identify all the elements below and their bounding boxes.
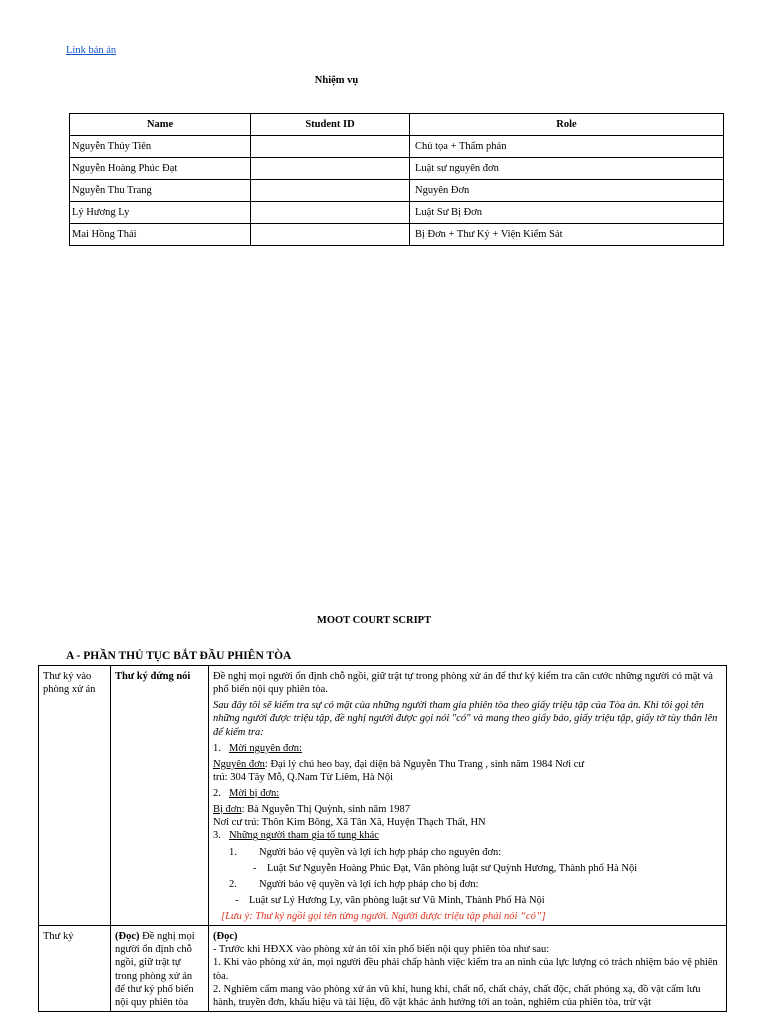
plaintiff-text: : Đại lý chú heo bay, đại diện bà Nguyễn Thu Trang , sinh năm 1984 Nơi cư <box>264 758 585 770</box>
plaintiff-counsel-detail <box>213 862 722 875</box>
cell-name: Nguyễn Thủy Tiên <box>70 136 251 158</box>
item-plaintiff-call <box>213 742 722 755</box>
cell-student-id <box>251 136 410 158</box>
speaker-label: Thư ký vào phòng xử án <box>43 671 96 696</box>
sub-item-defendant-counsel <box>213 878 722 891</box>
item-defendant-call <box>213 787 722 800</box>
script-row-clerk-rules <box>39 926 727 1012</box>
sub-item-text: Người bảo vệ quyền và lợi ích hợp pháp cho bị đơn: <box>259 878 479 890</box>
action-label: Thư ký đứng nói <box>115 671 191 682</box>
item-number: 2. <box>213 788 221 799</box>
dialogue-cell <box>209 666 727 926</box>
sub-item-number: 2. <box>229 878 237 890</box>
header-role: Role <box>410 114 724 136</box>
cell-name: Nguyễn Hoàng Phúc Đạt <box>70 158 251 180</box>
section-a-heading: A - PHẦN THỦ TỤC BẮT ĐẦU PHIÊN TÒA <box>66 650 292 662</box>
defendant-info <box>213 803 722 816</box>
counsel-text: Luật sư Lý Hương Ly, văn phòng luật sư Vũ Minh, Thành Phố Hà Nội <box>249 894 545 906</box>
item-number: 3. <box>213 830 221 842</box>
cell-role: Luật Sư Bị Đơn <box>410 202 724 224</box>
intro-text: Đề nghị mọi người ổn định chỗ ngồi, giữ trật tự trong phòng xử án để thư ký kiểm tra căn cước những người có mặt và phổ biến nội quy phiên tòa. <box>213 671 713 696</box>
script-table <box>38 665 727 1012</box>
defendant-text: : Bà Nguyễn Thị Quỳnh, sinh năm 1987 <box>241 804 410 816</box>
action-cell <box>111 926 209 1012</box>
action-cell <box>111 666 209 926</box>
rule-1: 1. Khi vào phòng xử án, mọi người đều phải chấp hành việc kiểm tra an ninh của lực lượng có trách nhiệm bảo vệ phiên tòa. <box>213 957 718 982</box>
plaintiff-label: Nguyên đơn <box>213 758 265 770</box>
read-heading: (Đọc) <box>213 931 238 943</box>
cell-role: Luật sư nguyên đơn <box>410 158 724 180</box>
plaintiff-address: trú: 304 Tây Mỗ, Q.Nam Từ Liêm, Hà Nội <box>213 771 393 783</box>
cell-student-id <box>251 158 410 180</box>
item-label: Mời bị đơn: <box>229 788 280 799</box>
table-row <box>70 158 724 180</box>
italic-note: Sau đây tôi sẽ kiểm tra sự có mặt của những người tham gia phiên tòa theo giấy triệu tập của Tòa án. Khi tôi gọi tên những người được triệu tập, đề nghị người được gọi nói "có" và mang theo giấy báo, giấy triệu tập, giấy tờ tùy thân lên để kiểm tra: <box>213 700 718 738</box>
speaker-cell <box>39 926 111 1012</box>
item-number: 1. <box>213 742 221 754</box>
tasks-header-row <box>70 114 724 136</box>
header-name: Name <box>70 114 251 136</box>
header-student-id: Student ID <box>251 114 410 136</box>
table-row <box>70 224 724 246</box>
judgment-link[interactable]: Link bản án <box>66 45 117 56</box>
defendant-counsel-detail <box>213 894 722 907</box>
defendant-address: Nơi cư trú: Thôn Kim Bông, Xã Tân Xã, Huyện Thạch Thất, HN <box>213 817 486 829</box>
cell-role: Chủ tọa + Thẩm phán <box>410 136 724 158</box>
item-label: Những người tham gia tố tụng khác <box>229 830 379 842</box>
cell-name: Mai Hồng Thái <box>70 224 251 246</box>
cell-student-id <box>251 224 410 246</box>
plaintiff-info <box>213 758 722 771</box>
cell-student-id <box>251 180 410 202</box>
cell-name: Nguyễn Thu Trang <box>70 180 251 202</box>
counsel-text: Luật Sư Nguyễn Hoàng Phúc Đạt, Văn phòng luật sư Quỳnh Hương, Thành phố Hà Nội <box>267 862 638 874</box>
dash-marker: - <box>253 862 257 874</box>
defendant-label: Bị đơn <box>213 804 242 816</box>
table-row <box>70 136 724 158</box>
item-label: Mời nguyên đơn: <box>229 742 302 754</box>
item-other-participants <box>213 829 722 842</box>
red-note: [Lưu ý: Thư ký ngồi gọi tên từng người. Người được triệu tập phải nói “có”] <box>221 911 546 922</box>
cell-name: Lý Hương Ly <box>70 202 251 224</box>
read-label: (Đọc) <box>115 931 140 943</box>
tasks-table <box>69 113 724 246</box>
action-text: Đề nghị mọi người ổn định chỗ ngồi, giữ trật tự trong phòng xử án để thư ký phổ biến nội quy phiên tòa <box>115 931 195 1008</box>
dash-marker: - <box>235 894 239 906</box>
speaker-label: Thư ký <box>43 931 74 943</box>
rule-2: 2. Nghiêm cấm mang vào phòng xử án vũ khí, hung khí, chất nổ, chất cháy, chất độc, chất phóng xạ, đồ vật cấm lưu hành, truyền đơn, khẩu hiệu và tài liệu, đồ vật khác ảnh hưởng tới an toàn, nghiêm của phiên tòa, trừ vật <box>213 983 701 1008</box>
rules-intro: - Trước khi HĐXX vào phòng xử án tôi xin phổ biến nội quy phiên tòa như sau: <box>213 944 550 956</box>
sub-item-text: Người bảo vệ quyền và lợi ích hợp pháp cho nguyên đơn: <box>259 846 502 858</box>
speaker-cell <box>39 666 111 926</box>
script-row-clerk-enters <box>39 666 727 926</box>
cell-role: Nguyên Đơn <box>410 180 724 202</box>
tasks-title: Nhiệm vụ <box>314 75 359 86</box>
table-row <box>70 180 724 202</box>
script-title: MOOT COURT SCRIPT <box>316 615 432 626</box>
sub-item-plaintiff-counsel <box>213 846 722 859</box>
cell-role: Bị Đơn + Thư Ký + Viện Kiểm Sát <box>410 224 724 246</box>
sub-item-number: 1. <box>229 846 237 858</box>
cell-student-id <box>251 202 410 224</box>
table-row <box>70 202 724 224</box>
dialogue-cell <box>209 926 727 1012</box>
